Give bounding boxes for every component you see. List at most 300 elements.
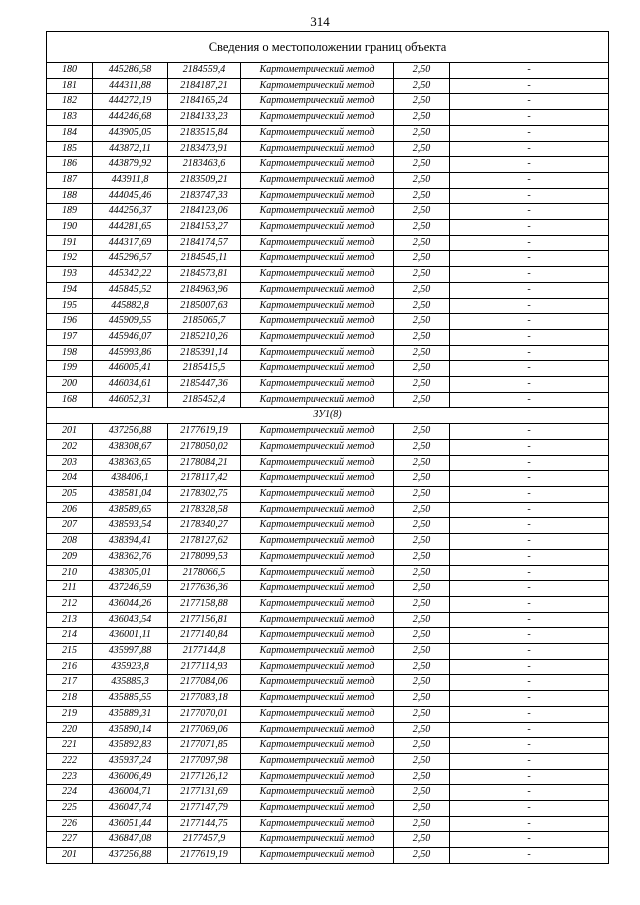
description-cell: - <box>450 455 609 471</box>
description-cell: - <box>450 345 609 361</box>
point-number-cell: 218 <box>47 691 93 707</box>
method-cell: Картометрический метод <box>241 424 394 440</box>
y-coordinate-cell: 2185447,36 <box>168 377 241 393</box>
y-coordinate-cell: 2178066,5 <box>168 565 241 581</box>
table-row <box>47 486 609 502</box>
description-cell: - <box>450 769 609 785</box>
point-number-cell: 216 <box>47 659 93 675</box>
y-coordinate-cell: 2184165,24 <box>168 94 241 110</box>
table-row <box>47 110 609 126</box>
accuracy-cell: 2,50 <box>394 172 450 188</box>
method-cell: Картометрический метод <box>241 157 394 173</box>
x-coordinate-cell: 438362,76 <box>93 549 168 565</box>
y-coordinate-cell: 2183463,6 <box>168 157 241 173</box>
method-cell: Картометрический метод <box>241 486 394 502</box>
point-number-cell: 203 <box>47 455 93 471</box>
description-cell: - <box>450 220 609 236</box>
point-number-cell: 187 <box>47 172 93 188</box>
y-coordinate-cell: 2185391,14 <box>168 345 241 361</box>
table-row <box>47 565 609 581</box>
table-row <box>47 172 609 188</box>
x-coordinate-cell: 445286,58 <box>93 63 168 79</box>
method-cell: Картометрический метод <box>241 785 394 801</box>
accuracy-cell: 2,50 <box>394 644 450 660</box>
accuracy-cell: 2,50 <box>394 377 450 393</box>
method-cell: Картометрический метод <box>241 832 394 848</box>
method-cell: Картометрический метод <box>241 172 394 188</box>
x-coordinate-cell: 445909,55 <box>93 314 168 330</box>
table-body <box>47 32 609 864</box>
method-cell: Картометрический метод <box>241 816 394 832</box>
description-cell: - <box>450 125 609 141</box>
table-row <box>47 581 609 597</box>
method-cell: Картометрический метод <box>241 644 394 660</box>
method-cell: Картометрический метод <box>241 63 394 79</box>
table-row <box>47 675 609 691</box>
table-row <box>47 502 609 518</box>
x-coordinate-cell: 443879,92 <box>93 157 168 173</box>
y-coordinate-cell: 2178050,02 <box>168 439 241 455</box>
description-cell: - <box>450 282 609 298</box>
table-row <box>47 628 609 644</box>
accuracy-cell: 2,50 <box>394 141 450 157</box>
description-cell: - <box>450 204 609 220</box>
point-number-cell: 223 <box>47 769 93 785</box>
accuracy-cell: 2,50 <box>394 848 450 864</box>
accuracy-cell: 2,50 <box>394 816 450 832</box>
description-cell: - <box>450 596 609 612</box>
point-number-cell: 197 <box>47 329 93 345</box>
accuracy-cell: 2,50 <box>394 188 450 204</box>
x-coordinate-cell: 436004,71 <box>93 785 168 801</box>
point-number-cell: 182 <box>47 94 93 110</box>
table-row <box>47 314 609 330</box>
point-number-cell: 215 <box>47 644 93 660</box>
accuracy-cell: 2,50 <box>394 63 450 79</box>
description-cell: - <box>450 502 609 518</box>
point-number-cell: 195 <box>47 298 93 314</box>
point-number-cell: 212 <box>47 596 93 612</box>
method-cell: Картометрический метод <box>241 220 394 236</box>
point-number-cell: 200 <box>47 377 93 393</box>
point-number-cell: 183 <box>47 110 93 126</box>
table-row <box>47 63 609 79</box>
method-cell: Картометрический метод <box>241 691 394 707</box>
page-number: 314 <box>310 14 330 29</box>
table-row <box>47 282 609 298</box>
x-coordinate-cell: 443911,8 <box>93 172 168 188</box>
method-cell: Картометрический метод <box>241 738 394 754</box>
x-coordinate-cell: 443905,05 <box>93 125 168 141</box>
point-number-cell: 222 <box>47 753 93 769</box>
accuracy-cell: 2,50 <box>394 157 450 173</box>
x-coordinate-cell: 435892,83 <box>93 738 168 754</box>
y-coordinate-cell: 2185452,4 <box>168 392 241 408</box>
x-coordinate-cell: 445845,52 <box>93 282 168 298</box>
x-coordinate-cell: 445342,22 <box>93 267 168 283</box>
accuracy-cell: 2,50 <box>394 706 450 722</box>
y-coordinate-cell: 2177619,19 <box>168 424 241 440</box>
table-row <box>47 424 609 440</box>
y-coordinate-cell: 2178117,42 <box>168 471 241 487</box>
description-cell: - <box>450 549 609 565</box>
y-coordinate-cell: 2177070,01 <box>168 706 241 722</box>
point-number-cell: 219 <box>47 706 93 722</box>
point-number-cell: 201 <box>47 424 93 440</box>
description-cell: - <box>450 157 609 173</box>
point-number-cell: 221 <box>47 738 93 754</box>
point-number-cell: 185 <box>47 141 93 157</box>
method-cell: Картометрический метод <box>241 314 394 330</box>
x-coordinate-cell: 435885,55 <box>93 691 168 707</box>
y-coordinate-cell: 2178340,27 <box>168 518 241 534</box>
y-coordinate-cell: 2178328,58 <box>168 502 241 518</box>
accuracy-cell: 2,50 <box>394 439 450 455</box>
description-cell: - <box>450 94 609 110</box>
x-coordinate-cell: 435937,24 <box>93 753 168 769</box>
accuracy-cell: 2,50 <box>394 235 450 251</box>
accuracy-cell: 2,50 <box>394 753 450 769</box>
table-row <box>47 345 609 361</box>
point-number-cell: 227 <box>47 832 93 848</box>
x-coordinate-cell: 438363,65 <box>93 455 168 471</box>
point-number-cell: 211 <box>47 581 93 597</box>
accuracy-cell: 2,50 <box>394 110 450 126</box>
y-coordinate-cell: 2185065,7 <box>168 314 241 330</box>
method-cell: Картометрический метод <box>241 298 394 314</box>
x-coordinate-cell: 445296,57 <box>93 251 168 267</box>
point-number-cell: 196 <box>47 314 93 330</box>
y-coordinate-cell: 2177636,36 <box>168 581 241 597</box>
table-row <box>47 753 609 769</box>
x-coordinate-cell: 438394,41 <box>93 534 168 550</box>
table-row <box>47 141 609 157</box>
method-cell: Картометрический метод <box>241 251 394 267</box>
point-number-cell: 193 <box>47 267 93 283</box>
x-coordinate-cell: 435889,31 <box>93 706 168 722</box>
table-row <box>47 392 609 408</box>
y-coordinate-cell: 2184573,81 <box>168 267 241 283</box>
y-coordinate-cell: 2178127,62 <box>168 534 241 550</box>
y-coordinate-cell: 2177140,84 <box>168 628 241 644</box>
point-number-cell: 202 <box>47 439 93 455</box>
boundary-table <box>46 31 609 864</box>
accuracy-cell: 2,50 <box>394 486 450 502</box>
table-row <box>47 518 609 534</box>
point-number-cell: 209 <box>47 549 93 565</box>
accuracy-cell: 2,50 <box>394 345 450 361</box>
table-row <box>47 769 609 785</box>
y-coordinate-cell: 2177071,85 <box>168 738 241 754</box>
table-row <box>47 659 609 675</box>
table-row <box>47 722 609 738</box>
y-coordinate-cell: 2183509,21 <box>168 172 241 188</box>
y-coordinate-cell: 2177083,18 <box>168 691 241 707</box>
table-row <box>47 157 609 173</box>
x-coordinate-cell: 436044,26 <box>93 596 168 612</box>
x-coordinate-cell: 435923,8 <box>93 659 168 675</box>
x-coordinate-cell: 445993,86 <box>93 345 168 361</box>
accuracy-cell: 2,50 <box>394 596 450 612</box>
table-row <box>47 298 609 314</box>
method-cell: Картометрический метод <box>241 125 394 141</box>
y-coordinate-cell: 2177097,98 <box>168 753 241 769</box>
method-cell: Картометрический метод <box>241 282 394 298</box>
point-number-cell: 180 <box>47 63 93 79</box>
y-coordinate-cell: 2185007,63 <box>168 298 241 314</box>
table-row <box>47 785 609 801</box>
point-number-cell: 220 <box>47 722 93 738</box>
point-number-cell: 201 <box>47 848 93 864</box>
accuracy-cell: 2,50 <box>394 125 450 141</box>
y-coordinate-cell: 2184123,06 <box>168 204 241 220</box>
description-cell: - <box>450 848 609 864</box>
y-coordinate-cell: 2183747,33 <box>168 188 241 204</box>
accuracy-cell: 2,50 <box>394 722 450 738</box>
method-cell: Картометрический метод <box>241 392 394 408</box>
table-row <box>47 644 609 660</box>
accuracy-cell: 2,50 <box>394 424 450 440</box>
x-coordinate-cell: 444045,46 <box>93 188 168 204</box>
table-caption-row <box>47 32 609 63</box>
point-number-cell: 194 <box>47 282 93 298</box>
x-coordinate-cell: 436001,11 <box>93 628 168 644</box>
accuracy-cell: 2,50 <box>394 549 450 565</box>
description-cell: - <box>450 439 609 455</box>
x-coordinate-cell: 438581,04 <box>93 486 168 502</box>
table-row <box>47 251 609 267</box>
description-cell: - <box>450 78 609 94</box>
method-cell: Картометрический метод <box>241 848 394 864</box>
description-cell: - <box>450 565 609 581</box>
accuracy-cell: 2,50 <box>394 204 450 220</box>
y-coordinate-cell: 2177126,12 <box>168 769 241 785</box>
x-coordinate-cell: 446005,41 <box>93 361 168 377</box>
description-cell: - <box>450 188 609 204</box>
accuracy-cell: 2,50 <box>394 455 450 471</box>
x-coordinate-cell: 436043,54 <box>93 612 168 628</box>
method-cell: Картометрический метод <box>241 345 394 361</box>
x-coordinate-cell: 438308,67 <box>93 439 168 455</box>
accuracy-cell: 2,50 <box>394 361 450 377</box>
method-cell: Картометрический метод <box>241 361 394 377</box>
table-row <box>47 188 609 204</box>
description-cell: - <box>450 801 609 817</box>
description-cell: - <box>450 314 609 330</box>
method-cell: Картометрический метод <box>241 204 394 220</box>
x-coordinate-cell: 436006,49 <box>93 769 168 785</box>
point-number-cell: 199 <box>47 361 93 377</box>
accuracy-cell: 2,50 <box>394 282 450 298</box>
table-row <box>47 738 609 754</box>
table-row <box>47 549 609 565</box>
point-number-cell: 206 <box>47 502 93 518</box>
y-coordinate-cell: 2178302,75 <box>168 486 241 502</box>
table-title: Сведения о местоположении границ объекта <box>47 32 609 63</box>
point-number-cell: 226 <box>47 816 93 832</box>
method-cell: Картометрический метод <box>241 502 394 518</box>
accuracy-cell: 2,50 <box>394 392 450 408</box>
y-coordinate-cell: 2177144,75 <box>168 816 241 832</box>
description-cell: - <box>450 267 609 283</box>
description-cell: - <box>450 722 609 738</box>
table-row <box>47 691 609 707</box>
y-coordinate-cell: 2183515,84 <box>168 125 241 141</box>
y-coordinate-cell: 2184133,23 <box>168 110 241 126</box>
accuracy-cell: 2,50 <box>394 251 450 267</box>
point-number-cell: 188 <box>47 188 93 204</box>
y-coordinate-cell: 2184559,4 <box>168 63 241 79</box>
y-coordinate-cell: 2177158,88 <box>168 596 241 612</box>
method-cell: Картометрический метод <box>241 659 394 675</box>
x-coordinate-cell: 446052,31 <box>93 392 168 408</box>
method-cell: Картометрический метод <box>241 94 394 110</box>
description-cell: - <box>450 738 609 754</box>
y-coordinate-cell: 2177084,06 <box>168 675 241 691</box>
x-coordinate-cell: 437256,88 <box>93 424 168 440</box>
table-row <box>47 612 609 628</box>
table-row <box>47 377 609 393</box>
x-coordinate-cell: 444317,69 <box>93 235 168 251</box>
method-cell: Картометрический метод <box>241 549 394 565</box>
description-cell: - <box>450 785 609 801</box>
y-coordinate-cell: 2177619,19 <box>168 848 241 864</box>
description-cell: - <box>450 534 609 550</box>
point-number-cell: 214 <box>47 628 93 644</box>
accuracy-cell: 2,50 <box>394 94 450 110</box>
description-cell: - <box>450 235 609 251</box>
table-row <box>47 235 609 251</box>
x-coordinate-cell: 435890,14 <box>93 722 168 738</box>
description-cell: - <box>450 691 609 707</box>
y-coordinate-cell: 2183473,91 <box>168 141 241 157</box>
point-number-cell: 217 <box>47 675 93 691</box>
description-cell: - <box>450 486 609 502</box>
x-coordinate-cell: 445946,07 <box>93 329 168 345</box>
table-row <box>47 801 609 817</box>
table-row <box>47 832 609 848</box>
description-cell: - <box>450 832 609 848</box>
table-row <box>47 125 609 141</box>
point-number-cell: 225 <box>47 801 93 817</box>
method-cell: Картометрический метод <box>241 188 394 204</box>
y-coordinate-cell: 2177156,81 <box>168 612 241 628</box>
accuracy-cell: 2,50 <box>394 738 450 754</box>
method-cell: Картометрический метод <box>241 801 394 817</box>
x-coordinate-cell: 443872,11 <box>93 141 168 157</box>
point-number-cell: 208 <box>47 534 93 550</box>
y-coordinate-cell: 2177131,69 <box>168 785 241 801</box>
point-number-cell: 184 <box>47 125 93 141</box>
description-cell: - <box>450 612 609 628</box>
description-cell: - <box>450 518 609 534</box>
method-cell: Картометрический метод <box>241 329 394 345</box>
table-row <box>47 220 609 236</box>
method-cell: Картометрический метод <box>241 753 394 769</box>
method-cell: Картометрический метод <box>241 267 394 283</box>
description-cell: - <box>450 141 609 157</box>
y-coordinate-cell: 2184174,57 <box>168 235 241 251</box>
x-coordinate-cell: 445882,8 <box>93 298 168 314</box>
point-number-cell: 186 <box>47 157 93 173</box>
point-number-cell: 192 <box>47 251 93 267</box>
description-cell: - <box>450 581 609 597</box>
x-coordinate-cell: 444281,65 <box>93 220 168 236</box>
accuracy-cell: 2,50 <box>394 581 450 597</box>
point-number-cell: 191 <box>47 235 93 251</box>
x-coordinate-cell: 438589,65 <box>93 502 168 518</box>
accuracy-cell: 2,50 <box>394 628 450 644</box>
table-row <box>47 816 609 832</box>
table-row <box>47 94 609 110</box>
accuracy-cell: 2,50 <box>394 675 450 691</box>
x-coordinate-cell: 438305,01 <box>93 565 168 581</box>
description-cell: - <box>450 392 609 408</box>
accuracy-cell: 2,50 <box>394 267 450 283</box>
point-number-cell: 189 <box>47 204 93 220</box>
description-cell: - <box>450 675 609 691</box>
table-row <box>47 596 609 612</box>
description-cell: - <box>450 628 609 644</box>
accuracy-cell: 2,50 <box>394 785 450 801</box>
table-row <box>47 534 609 550</box>
y-coordinate-cell: 2177457,9 <box>168 832 241 848</box>
method-cell: Картометрический метод <box>241 581 394 597</box>
point-number-cell: 224 <box>47 785 93 801</box>
accuracy-cell: 2,50 <box>394 801 450 817</box>
method-cell: Картометрический метод <box>241 706 394 722</box>
method-cell: Картометрический метод <box>241 141 394 157</box>
table-row <box>47 267 609 283</box>
x-coordinate-cell: 435997,88 <box>93 644 168 660</box>
method-cell: Картометрический метод <box>241 769 394 785</box>
point-number-cell: 181 <box>47 78 93 94</box>
point-number-cell: 205 <box>47 486 93 502</box>
table-row <box>47 848 609 864</box>
point-number-cell: 168 <box>47 392 93 408</box>
x-coordinate-cell: 435885,3 <box>93 675 168 691</box>
accuracy-cell: 2,50 <box>394 329 450 345</box>
accuracy-cell: 2,50 <box>394 612 450 628</box>
method-cell: Картометрический метод <box>241 534 394 550</box>
description-cell: - <box>450 377 609 393</box>
x-coordinate-cell: 446034,61 <box>93 377 168 393</box>
description-cell: - <box>450 63 609 79</box>
y-coordinate-cell: 2178084,21 <box>168 455 241 471</box>
method-cell: Картометрический метод <box>241 565 394 581</box>
table-row <box>47 78 609 94</box>
method-cell: Картометрический метод <box>241 675 394 691</box>
accuracy-cell: 2,50 <box>394 314 450 330</box>
description-cell: - <box>450 816 609 832</box>
y-coordinate-cell: 2184963,96 <box>168 282 241 298</box>
method-cell: Картометрический метод <box>241 722 394 738</box>
method-cell: Картометрический метод <box>241 612 394 628</box>
accuracy-cell: 2,50 <box>394 220 450 236</box>
x-coordinate-cell: 444311,88 <box>93 78 168 94</box>
description-cell: - <box>450 753 609 769</box>
method-cell: Картометрический метод <box>241 628 394 644</box>
accuracy-cell: 2,50 <box>394 471 450 487</box>
method-cell: Картометрический метод <box>241 455 394 471</box>
x-coordinate-cell: 438593,54 <box>93 518 168 534</box>
description-cell: - <box>450 424 609 440</box>
accuracy-cell: 2,50 <box>394 502 450 518</box>
method-cell: Картометрический метод <box>241 110 394 126</box>
table-row <box>47 455 609 471</box>
accuracy-cell: 2,50 <box>394 769 450 785</box>
accuracy-cell: 2,50 <box>394 78 450 94</box>
